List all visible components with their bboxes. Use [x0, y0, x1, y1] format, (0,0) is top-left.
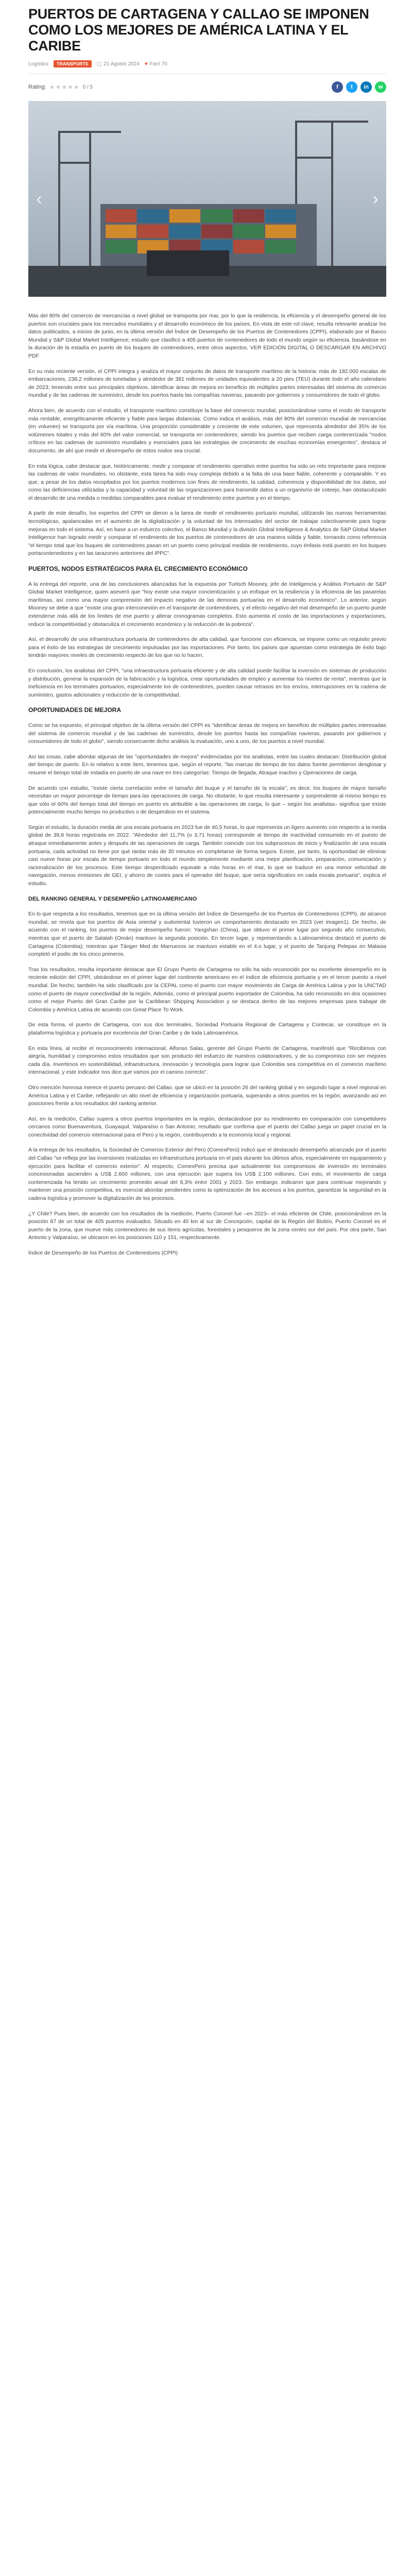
- paragraph: Otro mención honrosa merece el puerto peruano del Callao, que se ubicó en la posición 26 del ranking global y en segundo lugar a nivel regional en América Latina y el Caribe; reflejando un alto nivel de eficiencia y organización portuaria, superando a otros puertos en la región, avanzando así en posiciones frente a los resultados del ranking anterior.: [28, 1084, 386, 1107]
- linkedin-icon[interactable]: in: [360, 81, 372, 93]
- likes[interactable]: [145, 61, 167, 67]
- rating-row: [28, 80, 386, 94]
- social-share: [332, 81, 386, 93]
- facebook-icon[interactable]: f: [332, 81, 343, 93]
- likes-text[interactable]: Fan! 70: [149, 61, 167, 67]
- paragraph: Según el estudio, la duración media de una escala portuaria en 2023 fue de 40,5 horas, lo que representa un ligero aumento con respecto a la media global de 39,8 horas registrada en 2022. "Alrededor del 11,7% (o 3,71 horas) corresponde al tiempo de inactividad consumido en el puesto de atraque inmediatamente antes y después de las operaciones de carga. También coincide con los subprocesos de inicio y finalización de una escala portuaria, cada actividad no tiene por qué tardar más de 30 minutos en completarse de forma segura. Existe, por tanto, la oportunidad de eliminar casi nueve horas por escala de tiempo portuario en todo el mundo simplemente mediante una mejor planificación, preparación, comunicación y racionalización de los procesos. Este tiempo desperdiciado equivale a más horas en el mar, lo que se traduce en una menor velocidad de navegación, menos emisiones de GEI, y ahorro de costes para el operador del buque, que sería significativo en cada escala portuaria", explica el estudio.: [28, 824, 386, 887]
- calendar-icon: ▢: [96, 61, 102, 67]
- hero-image: [28, 101, 386, 297]
- date: [97, 61, 140, 67]
- twitter-icon[interactable]: t: [346, 81, 357, 93]
- author-name[interactable]: Logistics: [28, 61, 48, 67]
- paragraph: Ahora bien, de acuerdo con el estudio, el transporte marítimo constituye la base del comercio mundial, posicionándose como el modo de transporte más rentable, energéticamente eficiente y fiable para largas distancias. Como indica el análisis, más del 80% del comercio mundial de mercancías (en volumen) se transporta por vía marítima. Una proporción considerable y creciente de este volumen, que representa alrededor del 35% de los volúmenes totales y más del 60% del valor comercial, se transporta en contenedores; siendo los puertos que reciben carga contenerizada "nodos críticos en las cadenas de suministro mundiales y esenciales para las estrategias de crecimiento de muchas economías emergentes", destaca el documento, de ahí que medir el desempeño de estos nodos sea crucial.: [28, 407, 386, 454]
- paragraph: En esta lógica, cabe destacar que, históricamente, medir y comparar el rendimiento operativo entre puertos ha sido un reto importante para mejorar las cadenas de valor mundiales, no obstante, esta tarea ha sido muy compleja debido a la falta de una base fiable, coherente y comparable. Y es que, a pesar de los datos recopilados por los puertos modernos con fines de rendimiento, la calidad, coherencia y disponibilidad de los datos, así como las deficiencias utilizadas y la capacidad y voluntad de las organizaciones para transmitir datos a un organismo de coteejo, han obstaculizado el desarrollo de una medida o medidas comparables para evaluar el rendimiento entre puertos y en el tiempo.: [28, 463, 386, 501]
- article-meta: [28, 60, 386, 67]
- author[interactable]: [28, 61, 48, 67]
- footnote: Índice de Desempeño de los Puertos de Contenedores (CPPI): [28, 1250, 178, 1256]
- category-badge[interactable]: TRANSPORTE: [54, 60, 92, 67]
- paragraph: En lo que respecta a los resultados, tenemos que en la última versión del Índice de Desempeño de los Puertos de Contenedores (CPPI), de alcance mundial, se revela que los puertos de Asia oriental y sudoriental tuvieron un comportamiento destacado en 2023 (ver imagen1). De hecho, de acuerdo con el ranking, los puertos de mejor desempeño fueron: Yangshan (China), que obtuvo el primer lugar por segundo año consecutivo, mientras que el puerto de Salalah (Omán) mantuvo la segunda posición. En tercer lugar, y representando a Latinoamérica destacó el puerto de Cartagena (Colombia); mientras que Tánger Med de Marruecos se mantuvo estable en el 4.o lugar, y el puerto de Tanjung Pelepas en Malasia completó el podio de los cinco primeros.: [28, 911, 386, 958]
- rating: [28, 83, 93, 91]
- paragraph: En conclusión, los analistas del CPPI, "una infraestructura portuaria eficiente y de alta calidad puede facilitar la inversión en sistemas de producción y distribución, generar la expansión de la fabricación y la logística, crear oportunidades de empleo y aumentar los niveles de renta", mientras que la ineficiencia en los terminales portuarios, especialmente los de contenedores, pueden causar retrasos en los envíos, interrupciones en la cadena de suministro, gastos adicionales y reducción de la competitividad.: [28, 667, 386, 698]
- paragraph: Tras los resultados, resulta importante destacar que El Grupo Puerto de Cartagena no sólo ha sido reconocido por su excelente desempeño en la reciente edición del CPPI, ubicándose en el primer lugar del continente americano en el índice de eficiencia portuaria y en el tercer puesto a nivel mundial. De hecho, también ha sido clasificado por la CEPAL como el puerto con mayor movimiento de Carga de América Latina y por la UNCTAD como el puerto de mayor conectividad de la región. Además, como el principal puerto exportador de Colombia, ha sido reconocido en dos ocasiones como el mejor Puerto del Gran Caribe por la Caribbean Shipping Association y se destaca dentro de las mejores empresas para trabajar de Colombia y América Latina de acuerdo con Great Place To Work.: [28, 966, 386, 1013]
- prev-slide-icon[interactable]: ‹: [36, 189, 42, 209]
- paragraph: De esta forma, el puerto de Cartagena, con sus dos terminales, Sociedad Portuaria Regional de Cartagena y Contecar, se constituye en la plataforma logística y portuaria por excelencia del Gran Caribe y de toda Latinoamérica.: [28, 1022, 386, 1036]
- paragraph: Así las cosas, cabe abordar algunas de las "oportunidades de mejora" evidenciadas por los analistas, entre las cuales destacan: Distribución global del tiempo de puerto. En lo relativo a este ítem, tenemos que, según el reporte, "las marcas de tiempo de los datos fuente permitieron desglosar y resumir el tiempo total de estadía en puerto de una nave en tres categorías: Tiempo de llegada, Atraque inactivo y Operaciones de carga.: [28, 753, 386, 776]
- heart-icon[interactable]: ♥: [144, 61, 148, 67]
- port-photo: [28, 101, 386, 297]
- article-title: PUERTOS DE CARTAGENA Y CALLAO SE IMPONEN COMO LOS MEJORES DE AMÉRICA LATINA Y EL CARIBE: [28, 6, 369, 54]
- paragraph: A la entrega del reporte, una de las conclusiones alianzadas fue la expuesta por Turloch Mooney, jefe de Inteligencia y Análisis Portuario de S&P Global Market Intelligence, quien aseveró que "hoy existe una mayor concientización y un enfoque en la resiliencia y la eficiencia de las pasarelas marítimas, así como una mayor comprensión del impacto negativo de las demoras portuarias en el desarrollo económico". Lo anterior, según Mooney se debe a que "existe una gran interconexión en el transporte de contenedores, y el efecto negativo del mal desempeño de un puerto puede extenderse más allá de los límites de ese puerto y alterar cronogramas completos. Esto aumenta el costo de las importaciones y exportaciones, reduce la competitividad y obstaculiza el crecimiento económico y la reducción de la pobreza".: [28, 581, 386, 628]
- rating-stars[interactable]: ★★★★★: [49, 83, 80, 91]
- paragraph: Como se ha expuesto, el principal objetivo de la última versión del CPPI es "identificar áreas de mejora en beneficio de múltiples partes interesadas del sistema de comercio mundial y de las cadenas de suministro, desde los puertos hasta las compañías navieras, pasando por gobiernos y consumidores de todo el globo", siendo consecuente dicho análisis la evaluación, uno a uno, de los puertos a nivel mundial.: [28, 722, 386, 745]
- whatsapp-icon[interactable]: w: [375, 81, 386, 93]
- paragraph: A partir de este desafío, los expertos del CPPI se dieron a la tarea de medir el rendimiento portuario mundial, utilizando las nuevas herramientas tecnológicas, apalancadas en el aumento de la digitalización y la voluntad de los interesados del sector de trabajar colectivamente para lograr mejoras en todo el sistema. Así, en base a un esfuerzo colectivo, el Banco Mundial y la división Global Intelligence & Analytics de S&P Global Market Intelligence han logrado medir y comparar el rendimiento de los puertos de contenedores de una manera sólida y fiable, tornando como referencia "el tiempo total que los buques de contenedores pasan en un puerto como principal medida de rendimiento, cuyo énfasis está puesto en los buques portacontenedores y en las tarazones anteriores del IPPC".: [28, 510, 386, 557]
- section-heading: DEL RANKING GENERAL Y DESEMPEÑO LATINOAMERICANO: [28, 895, 197, 902]
- rating-label: Rating:: [28, 84, 46, 90]
- paragraph: De acuerdo con estudio, "existe cierta correlación entre el tamaño del buque y el tamaño de la escala"; es decir, los buques de mayor tamaño necesitan un mayor porcentaje de tiempo para las operaciones de carga. No obstante, lo que resulta interesante y sorprendente al mismo tiempo es que sólo el 60% del tiempo total del tiempo en puerto es atribuible a las operaciones de carga, lo que – según los analistas– significa que existe potencialmente mucho tiempo no productivo o de desperdicio en el sistema.: [28, 785, 386, 816]
- paragraph: En esta línea, al recibir el reconocimiento internacional, Alfonso Salas, gerente del Grupo Puerto de Cartagena, manifestó que "Recibimos con alegría, humildad y compromiso estos resultados que son producto del esfuerzo de nuestros colaboradores, y de su compromiso con ser mejores cada día. Invertimos en sostenibilidad, infraestructura, innovación y tecnología para lograr que Colombia sea competitiva en el comercio marítimo internacional, y este indicador nos dice que vamos por el camino correcto".: [28, 1045, 386, 1076]
- paragraph: ¿Y Chile? Pues bien, de acuerdo con los resultados de la medición, Puerto Coronel fue –en 2023– el más eficiente de Chile, posicionándose en la posición 87 de un total de 405 puertos evaluados. Situado en 40 km al sur de Concepción, capital de la Región del Biobío, Puerto Coronel es el puerto de la zona, que mueve más contenedores de sus ítems agrícolas, forestales y pesqueros de la zona centro sur del país. Por otra parte, San Antonio y Valparaíso, se ubicaron en los posiciones 110 y 151, respectivamente.: [28, 1210, 386, 1241]
- section-heading: OPORTUNIDADES DE MEJORA: [28, 706, 122, 714]
- paragraph: A la entrega de los resultados, la Sociedad de Comercio Exterior del Perú (ComexPerú) indicó que el destacado desempeño alcanzado por el puerto del Callao "se refleja por las inversiones realizadas en infraestructura portuaria en el país durante los últimos años, especialmente en equipamiento y ejecución para facilitar el comercio exterior". Al respecto, ComexPerú precisa que actualmente los compromisos de inversión en terminales concesionadas ascienden a US$ 2.600 millones, con una ejecución que supera los US$ 2.100 millones. Con esto, el movimiento de carga contenerizada ha tenido un crecimiento promedio anual del 8,3% entre 2001 y 2023. Sin embargo, indicaron que para continuar mejorando y mantener una posición competitiva, es esencial abordar pendientes como la optimización de los accesos a los puertos, garantizar la seguridad en la cadena logística y promover la digitalización de los procesos.: [28, 1147, 386, 1202]
- paragraph: Más del 80% del comercio de mercancías a nivel global se transporta por mar, por lo que la resiliencia, la eficiencia y el desempeño general de los puertos son cruciales para los mercados mundiales y el desarrollo económico de los países. En vista de este rol clave, resulta relevante analizar los datos publicados, a inicios de junio, en la última versión del Índice de Desempeño de los Puertos de Contenedores (CPPI), elaborado por el Banco Mundial y S&P Global Market Intelligence; estudio que clasificó a 405 puertos de contenedores de todo el mundo según su eficiencia, basándose en la duración de la estadía en puerto de los buques de contenedores, entre otros aspectos. VER EDICIÓN DIGITAL O DESCARGAR EN ARCHIVO PDF: [28, 313, 386, 359]
- paragraph: En su más reciente versión, el CPPI integra y analiza el mayor conjunto de datos de transporte marítimo de la historia: más de 182.000 escalas de embarcaciones, 238,2 millones de toneladas y alrededor de 381 millones de unidades equivalentes a 20 pies (TEU) durante todo el año calendario de 2023; teniendo entre sus principales objetivos, identificar áreas de mejora en beneficio de múltiples partes interesadas del sistema de comercio mundial y de las cadenas de suministro, desde los puertos hasta las compañías navieras, pasando por gobiernos y consumidores de todo el globo.: [28, 368, 386, 399]
- section-heading: PUERTOS, NODOS ESTRATÉGICOS PARA EL CRECIMIENTO ECONÓMICO: [28, 565, 248, 573]
- next-slide-icon[interactable]: ›: [372, 189, 379, 209]
- article-body: [28, 312, 386, 1258]
- rating-value: 0 / 5: [82, 84, 93, 90]
- date-text: 21 Agosto 2024: [104, 61, 140, 67]
- paragraph: Así, en la medición, Callao supera a otros puertos importantes en la región, destacándose por su rendimiento en comparación con competidores cercanos como Buenaventura, Guayaquil, Valparaíso o San Antonio; resultado que confirma que el puerto del Callao juega un papel crucial en la conectividad del comercio internacional para el Perú y la región, contribuyendo a la economía local y regional.: [28, 1115, 386, 1138]
- article-container: [0, 0, 412, 1258]
- paragraph: Así, el desarrollo de una infraestructura portuaria de contenedores de alta calidad, que funcione con eficiencia, se impone como un requisito previo para el éxito de las estrategias de crecimiento impulsadas por las exportaciones. Por tanto, los países que apuestan como estrategia de éxito bajo tendrán mayores niveles de crecimiento respecto de los que no lo hacen.: [28, 636, 386, 659]
